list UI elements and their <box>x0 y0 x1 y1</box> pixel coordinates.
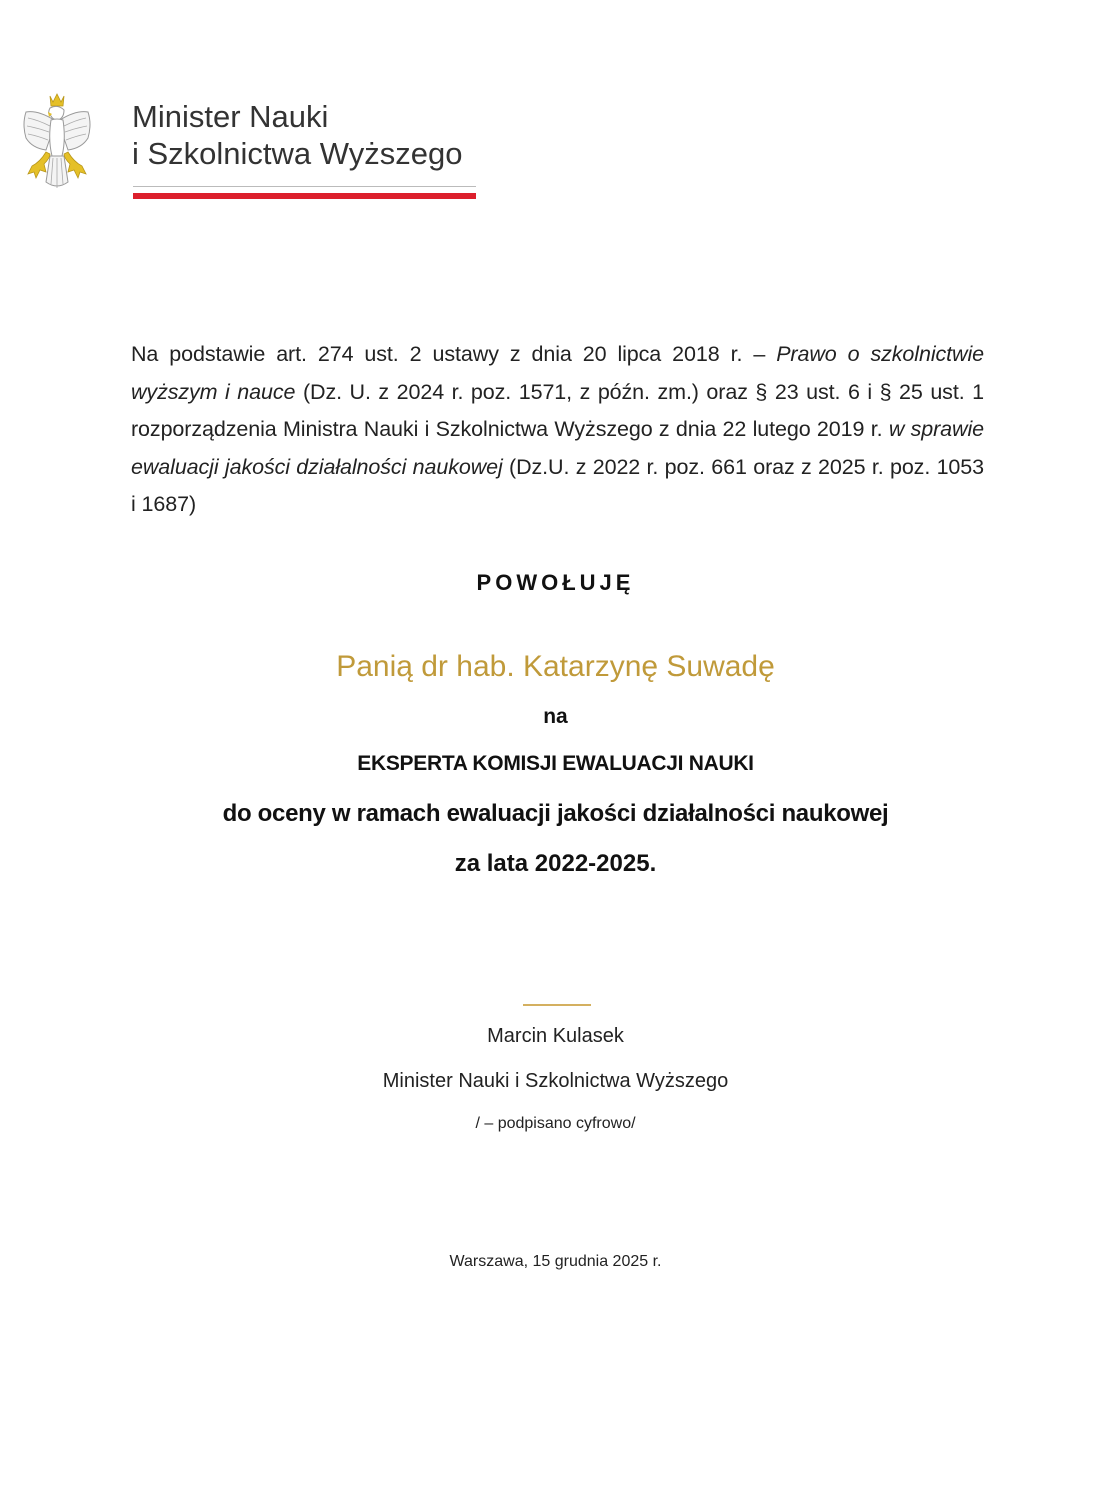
appointee-name: Panią dr hab. Katarzynę Suwadę <box>336 650 775 683</box>
signature-divider <box>523 1004 591 1006</box>
regulation-title-italic: w sprawie ewaluacji jakości działalności naukowej <box>131 417 984 479</box>
polish-eagle-emblem-icon <box>20 90 94 198</box>
legal-basis-text-2: (Dz. U. z 2024 r. poz. 1571, z późn. zm.) oraz § 23 ust. 6 i § 25 ust. 1 rozporządzenia Ministra Nauki i Szkolnictwa Wyższego z dnia 22 lutego 2019 r. <box>131 379 985 441</box>
legal-basis-text-1: Na podstawie art. 274 ust. 2 ustawy z dnia 20 lipca 2018 r. – <box>131 342 777 366</box>
legal-basis-text-3: (Dz.U. z 2022 r. poz. 661 oraz z 2025 r. poz. 1053 i 1687) <box>131 454 984 516</box>
logo-line-1: Minister Nauki <box>132 99 329 134</box>
logo-red-bar <box>133 193 476 199</box>
place-and-date: Warszawa, 15 grudnia 2025 r. <box>449 1253 662 1270</box>
act-title-italic: Prawo o szkolnictwie wyższym i nauce <box>131 342 984 404</box>
logo-grey-divider <box>133 186 476 187</box>
appointment-purpose: do oceny w ramach ewaluacji jakości działalności naukowej <box>222 800 889 827</box>
digital-signature-note: / – podpisano cyfrowo/ <box>475 1115 636 1132</box>
preposition-na: na <box>543 705 568 728</box>
appointment-heading: POWOŁUJĘ <box>476 570 635 595</box>
appointment-period: za lata 2022-2025. <box>454 850 657 877</box>
appointment-role: EKSPERTA KOMISJI EWALUACJI NAUKI <box>357 752 754 775</box>
ministry-logo-text <box>132 98 463 172</box>
legal-basis-paragraph <box>131 336 984 524</box>
logo-line-2: i Szkolnictwa Wyższego <box>132 136 463 171</box>
signer-title: Minister Nauki i Szkolnictwa Wyższego <box>382 1070 729 1092</box>
signer-name: Marcin Kulasek <box>487 1025 624 1047</box>
